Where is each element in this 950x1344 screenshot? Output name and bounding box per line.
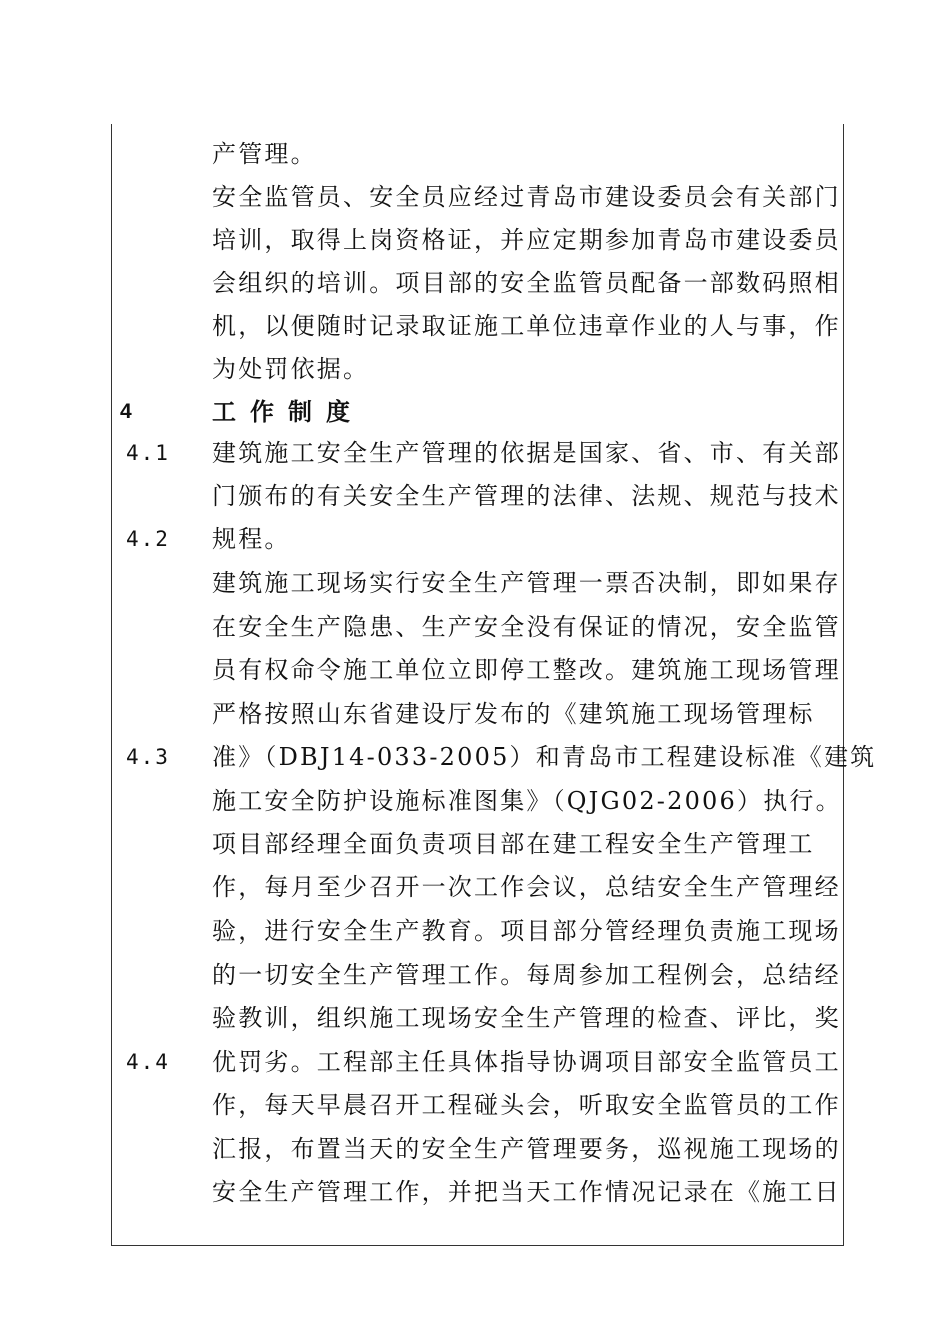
- body-line: 汇报，布置当天的安全生产管理要务，巡视施工现场的: [212, 1135, 841, 1163]
- body-line: 作，每月至少召开一次工作会议，总结安全生产管理经: [212, 873, 841, 901]
- body-line: 项目部经理全面负责项目部在建工程安全生产管理工: [212, 830, 815, 858]
- body-line: 验，进行安全生产教育。项目部分管经理负责施工现场: [212, 917, 841, 945]
- item-number: 4.1: [126, 441, 170, 465]
- body-line: 安全生产管理工作，并把当天工作情况记录在《施工日: [212, 1178, 841, 1206]
- section-title: 工作制度: [212, 397, 364, 426]
- body-line: 规程。: [212, 525, 291, 553]
- intro-line: 产管理。: [212, 140, 317, 168]
- body-line: 员有权命令施工单位立即停工整改。建筑施工现场管理: [212, 656, 841, 684]
- item-number: 4.4: [126, 1050, 170, 1074]
- item-number: 4.3: [126, 745, 170, 769]
- body-line: 准》（DBJ14-033-2005）和青岛市工程建设标准《建筑: [212, 743, 877, 771]
- body-line: 建筑施工现场实行安全生产管理一票否决制，即如果存: [212, 569, 841, 597]
- intro-line: 会组织的培训。项目部的安全监管员配备一部数码照相: [212, 269, 841, 297]
- intro-line: 培训，取得上岗资格证，并应定期参加青岛市建设委员: [212, 226, 841, 254]
- body-line: 作，每天早晨召开工程碰头会，听取安全监管员的工作: [212, 1091, 841, 1119]
- body-line: 严格按照山东省建设厅发布的《建筑施工现场管理标: [212, 700, 815, 728]
- body-line: 施工安全防护设施标准图集》（QJG02-2006）执行。: [212, 787, 842, 815]
- body-line: 验教训，组织施工现场安全生产管理的检查、评比，奖: [212, 1004, 841, 1032]
- body-line: 的一切安全生产管理工作。每周参加工程例会，总结经: [212, 961, 841, 989]
- body-line: 在安全生产隐患、生产安全没有保证的情况，安全监管: [212, 613, 841, 641]
- body-line: 门颁布的有关安全生产管理的法律、法规、规范与技术: [212, 482, 841, 510]
- section-number: 4: [120, 400, 132, 423]
- intro-line: 机，以便随时记录取证施工单位违章作业的人与事，作: [212, 312, 841, 340]
- intro-line: 为处罚依据。: [212, 355, 370, 383]
- item-number: 4.2: [126, 527, 170, 551]
- body-line: 优罚劣。工程部主任具体指导协调项目部安全监管员工: [212, 1048, 841, 1076]
- body-line: 建筑施工安全生产管理的依据是国家、省、市、有关部: [212, 439, 841, 467]
- intro-line: 安全监管员、安全员应经过青岛市建设委员会有关部门: [212, 183, 841, 211]
